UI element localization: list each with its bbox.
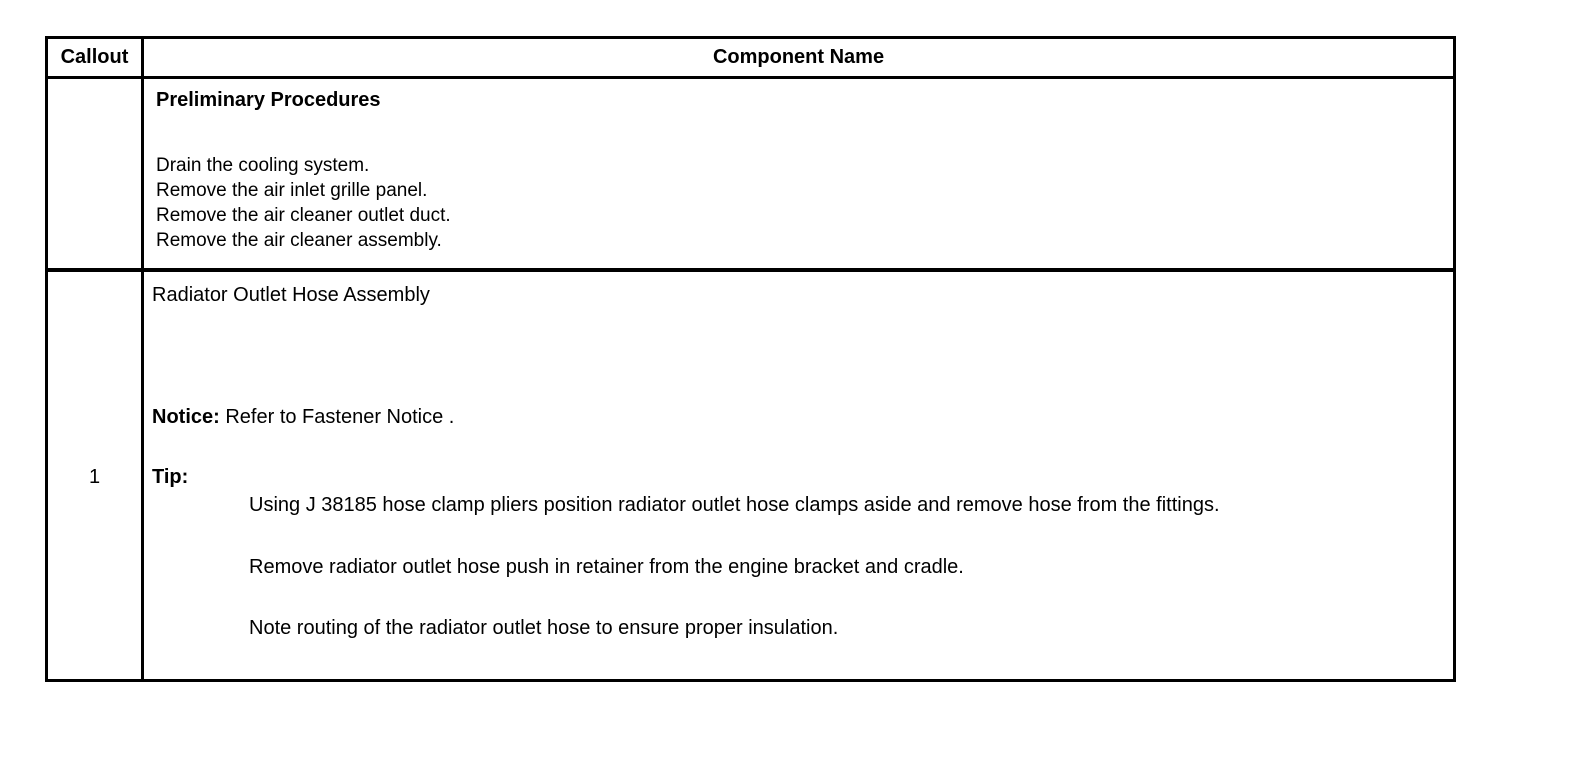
notice-line [152,406,454,429]
header-callout: Callout [60,46,129,68]
tip-label: Tip: [152,466,189,488]
component-name: Radiator Outlet Hose Assembly [152,284,430,306]
tip-item: Note routing of the radiator outlet hose to ensure proper insulation. [249,617,839,639]
table-row [48,272,1453,682]
component-table [45,36,1456,682]
preliminary-step: Drain the cooling system. [156,155,370,176]
notice-label: Notice: [152,406,220,428]
preliminary-step: Remove the air cleaner outlet duct. [156,205,451,226]
preliminary-procedures-row [48,79,1453,272]
preliminary-steps-list [156,153,451,253]
preliminary-step: Remove the air cleaner assembly. [156,230,442,251]
tip-item: Remove radiator outlet hose push in retainer from the engine bracket and cradle. [249,555,964,578]
tip-list [249,494,1220,679]
header-component-name: Component Name [712,46,885,68]
table-header-row [48,39,1453,79]
notice-text: Refer to Fastener Notice . [219,406,455,428]
preliminary-title: Preliminary Procedures [156,89,381,111]
tip-item: Using J 38185 hose clamp pliers position radiator outlet hose clamps aside and remove hose from the fittings. [249,494,1220,516]
preliminary-step: Remove the air inlet grille panel. [156,180,428,201]
callout-number: 1 [88,466,101,488]
